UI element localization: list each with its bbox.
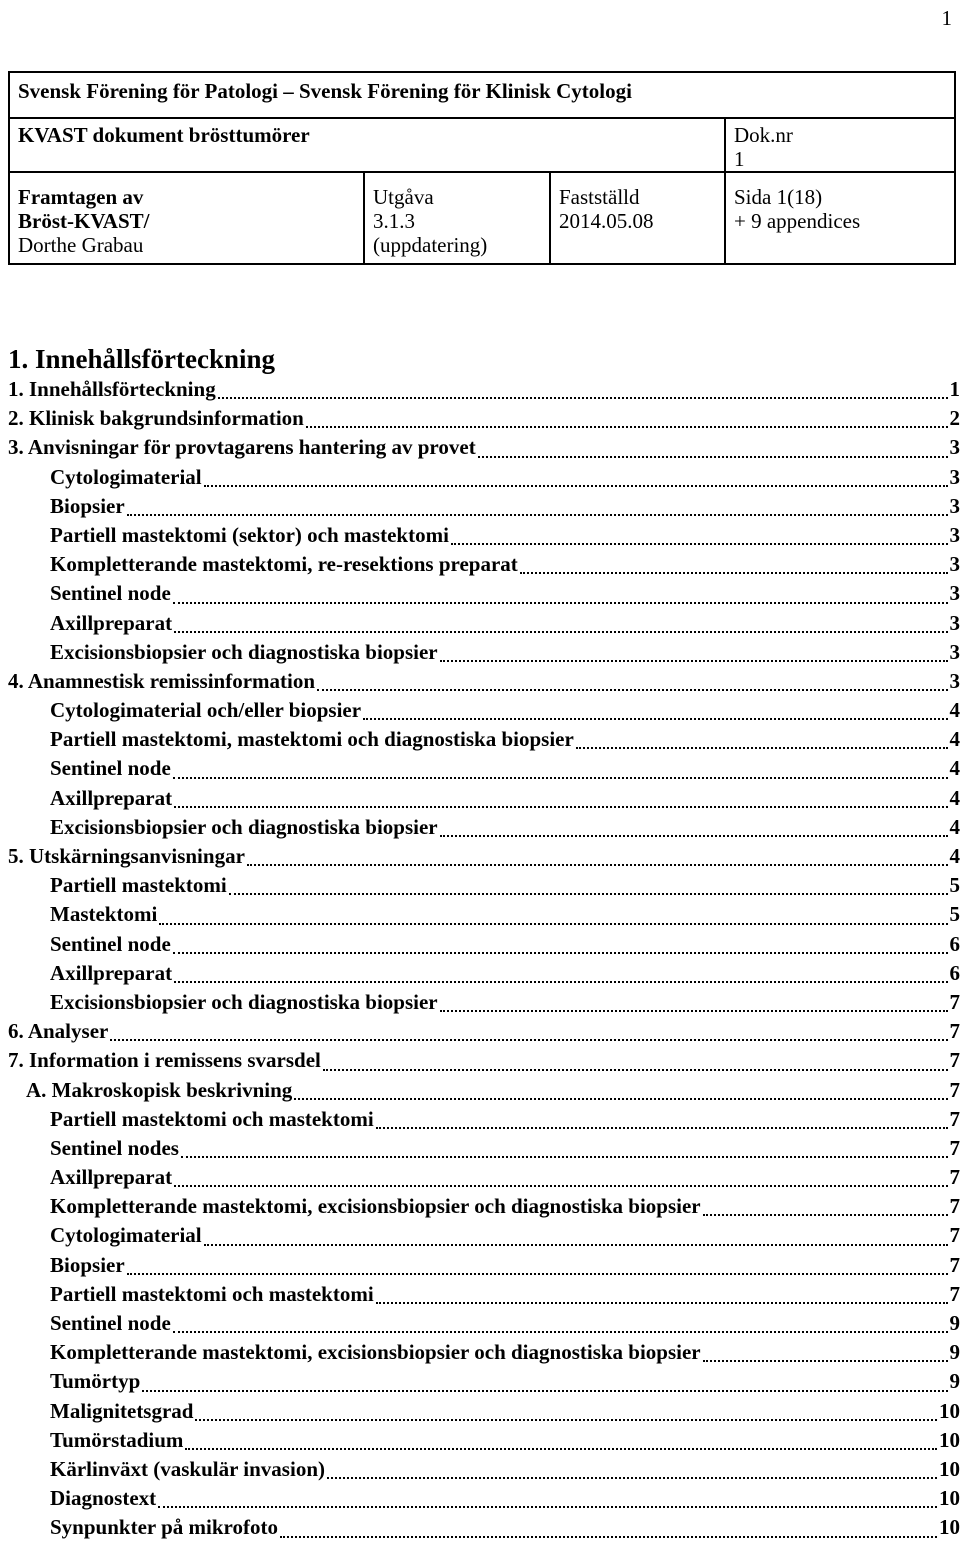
toc-entry[interactable] (8, 1136, 960, 1165)
toc-dot-leader (247, 863, 948, 866)
toc-entry-page: 7 (949, 1165, 960, 1190)
toc-entry-label: Excisionsbiopsier och diagnostiska biopsier (50, 814, 438, 839)
toc-entry-label: 1. Innehållsförteckning (8, 377, 216, 401)
toc-entry[interactable] (8, 873, 960, 902)
toc-entry[interactable] (8, 961, 960, 990)
toc-entry-label: Biopsier (50, 493, 125, 518)
toc-entry-label: Cytologimaterial och/eller biopsier (50, 698, 362, 723)
toc-dot-leader (703, 1213, 948, 1216)
toc-entry-page: 4 (949, 727, 960, 752)
toc-entry[interactable] (8, 1340, 960, 1369)
toc-entry[interactable] (8, 815, 960, 844)
toc-entry-label: Kompletterande mastektomi, re-resektions preparat (50, 552, 518, 577)
toc-entry[interactable] (8, 669, 960, 698)
toc-dot-leader (173, 776, 948, 779)
toc-dot-leader (294, 1097, 947, 1100)
toc-dot-leader (127, 513, 948, 516)
toc-entry-page: 10 (939, 1515, 960, 1540)
toc-entry[interactable] (8, 435, 960, 464)
toc-entry[interactable] (8, 494, 960, 523)
toc-entry[interactable] (8, 1428, 960, 1457)
toc-dot-leader (317, 688, 947, 691)
toc-entry[interactable] (8, 1253, 960, 1282)
toc-entry-label: Partiell mastektomi (50, 873, 227, 898)
toc-dot-leader (451, 542, 948, 545)
toc-entry-page: 3 (949, 435, 960, 460)
toc-entry-page: 3 (949, 668, 960, 693)
toc-entry-label: Diagnostext (50, 1486, 157, 1511)
toc-entry-label: Sentinel nodes (50, 1135, 179, 1160)
edition-value: 3.1.3 (373, 209, 415, 233)
toc-entry-page: 4 (949, 814, 960, 839)
pages-cell (725, 172, 955, 264)
toc-entry[interactable] (8, 844, 960, 873)
toc-entry-page: 7 (949, 1019, 960, 1044)
toc-entry-page: 3 (949, 552, 960, 577)
author-cell (9, 172, 364, 264)
toc-entry[interactable] (8, 1107, 960, 1136)
toc-entry-label: Biopsier (50, 1252, 125, 1277)
author-name: Dorthe Grabau (18, 233, 144, 257)
toc-entry-label: Sentinel node (50, 756, 171, 781)
toc-dot-leader (174, 805, 947, 808)
toc-dot-leader (280, 1535, 937, 1538)
toc-dot-leader (173, 601, 948, 604)
toc-entry[interactable] (8, 1165, 960, 1194)
toc-dot-leader (181, 1155, 948, 1158)
toc-entry-page: 3 (949, 639, 960, 664)
toc-entry[interactable] (8, 1399, 960, 1428)
toc-entry-label: Axillpreparat (50, 785, 173, 810)
approved-date: 2014.05.08 (559, 209, 654, 233)
toc-entry-label: 7. Information i remissens svarsdel (8, 1048, 321, 1073)
toc-entry-page: 4 (949, 756, 960, 781)
toc-entry[interactable] (8, 611, 960, 640)
toc-entry[interactable] (8, 523, 960, 552)
toc-entry[interactable] (8, 756, 960, 785)
appendix-count: + 9 appendices (734, 209, 861, 233)
docnr-label: Dok.nr (734, 123, 793, 147)
toc-dot-leader (174, 1184, 947, 1187)
toc-entry-label: Kompletterande mastektomi, excisionsbiopsier och diagnostiska biopsier (50, 1340, 701, 1365)
toc-entry[interactable] (8, 1223, 960, 1252)
toc-entry-label: 2. Klinisk bakgrundsinformation (8, 406, 304, 431)
toc-entry-page: 6 (949, 960, 960, 985)
toc-entry-page: 10 (939, 1398, 960, 1423)
toc-dot-leader (174, 980, 947, 983)
toc-entry[interactable] (8, 1282, 960, 1311)
toc-entry-page: 3 (949, 581, 960, 606)
toc-entry-page: 7 (949, 1135, 960, 1160)
toc-dot-leader (440, 1009, 948, 1012)
toc-entry-label: Partiell mastektomi (sektor) och mastektomi (50, 522, 449, 547)
toc-entry-label: Excisionsbiopsier och diagnostiska biopsier (50, 989, 438, 1014)
toc-entry[interactable] (8, 932, 960, 961)
edition-label: Utgåva (373, 185, 434, 209)
toc-dot-leader (440, 834, 948, 837)
toc-entry-page: 4 (949, 844, 960, 868)
toc-dot-leader (142, 1389, 947, 1392)
toc-entry-label: Partiell mastektomi, mastektomi och diagnostiska biopsier (50, 727, 574, 752)
edition-note: (uppdatering) (373, 233, 488, 257)
toc-dot-leader (306, 425, 948, 428)
toc-entry-label: 4. Anamnestisk remissinformation (8, 668, 316, 693)
toc-entry[interactable] (8, 465, 960, 494)
toc-entry-page: 5 (949, 873, 960, 898)
toc-entry-page: 7 (949, 1106, 960, 1131)
toc-dot-leader (174, 630, 947, 633)
toc-entry-label: Malignitetsgrad (50, 1398, 194, 1423)
toc-entry-label: 3. Anvisningar för provtagarens hantering av provet (8, 435, 476, 460)
toc-entry-page: 3 (949, 464, 960, 489)
approved-cell (550, 172, 725, 264)
toc-entry-label: Excisionsbiopsier och diagnostiska biopsier (50, 639, 438, 664)
toc-entry-page: 7 (949, 1194, 960, 1219)
toc-entry-label: Kompletterande mastektomi, excisionsbiopsier och diagnostiska biopsier (50, 1194, 701, 1219)
toc-entry[interactable] (8, 1194, 960, 1223)
toc-entry-page: 3 (949, 493, 960, 518)
toc-dot-leader (327, 1476, 937, 1479)
toc-entry-page: 10 (939, 1456, 960, 1481)
table-of-contents (8, 377, 960, 1545)
toc-dot-leader (323, 1068, 948, 1071)
toc-entry-page: 9 (949, 1311, 960, 1335)
toc-entry[interactable] (8, 786, 960, 815)
toc-entry-page: 7 (949, 1223, 960, 1248)
toc-entry-page: 9 (949, 1369, 960, 1394)
edition-cell (364, 172, 550, 264)
toc-entry-label: Axillpreparat (50, 610, 173, 635)
toc-entry-page: 7 (949, 989, 960, 1014)
toc-entry-page: 7 (949, 1077, 960, 1102)
toc-dot-leader (229, 892, 948, 895)
approved-label: Fastställd (559, 185, 640, 209)
organization-title: Svensk Förening för Patologi – Svensk Förening för Klinisk Cytologi (9, 72, 955, 118)
toc-entry-label: Sentinel node (50, 581, 171, 606)
toc-dot-leader (204, 1243, 948, 1246)
document-title: KVAST dokument brösttumörer (9, 118, 725, 172)
toc-entry-page: 4 (949, 785, 960, 810)
page-number: 1 (941, 6, 952, 30)
toc-entry[interactable] (8, 990, 960, 1019)
toc-entry-page: 2 (949, 406, 960, 431)
toc-entry-page: 6 (949, 931, 960, 956)
toc-dot-leader (520, 571, 948, 574)
toc-dot-leader (703, 1359, 948, 1362)
toc-entry[interactable] (8, 902, 960, 931)
toc-entry-label: Mastektomi (50, 902, 158, 927)
toc-entry-page: 7 (949, 1048, 960, 1073)
toc-entry[interactable] (8, 1311, 960, 1340)
toc-entry-label: Cytologimaterial (50, 464, 202, 489)
toc-entry[interactable] (8, 581, 960, 610)
toc-entry-page: 3 (949, 522, 960, 547)
toc-entry[interactable] (8, 698, 960, 727)
toc-entry[interactable] (8, 727, 960, 756)
toc-entry-label: 6. Analyser (8, 1019, 109, 1044)
toc-entry[interactable] (8, 1019, 960, 1048)
toc-dot-leader (376, 1126, 948, 1129)
toc-entry[interactable] (8, 1486, 960, 1515)
toc-dot-leader (127, 1272, 948, 1275)
toc-entry-page: 7 (949, 1252, 960, 1277)
toc-entry[interactable] (8, 1078, 960, 1107)
toc-entry[interactable] (8, 640, 960, 669)
toc-entry-label: Partiell mastektomi och mastektomi (50, 1106, 374, 1131)
toc-entry-page: 10 (939, 1427, 960, 1452)
toc-dot-leader (110, 1038, 947, 1041)
toc-entry-page: 3 (949, 610, 960, 635)
docnr-value: 1 (734, 147, 745, 171)
toc-dot-leader (376, 1301, 948, 1304)
toc-entry-label: Tumörstadium (50, 1427, 184, 1452)
toc-entry-page: 10 (939, 1486, 960, 1511)
toc-entry-label: 5. Utskärningsanvisningar (8, 844, 245, 868)
toc-dot-leader (159, 922, 947, 925)
toc-dot-leader (478, 455, 948, 458)
toc-entry[interactable] (8, 1457, 960, 1486)
toc-entry[interactable] (8, 377, 960, 406)
toc-entry[interactable] (8, 1369, 960, 1398)
toc-entry-label: Partiell mastektomi och mastektomi (50, 1281, 374, 1306)
toc-dot-leader (440, 659, 948, 662)
toc-entry[interactable] (8, 1515, 960, 1544)
toc-entry-label: Axillpreparat (50, 1165, 173, 1190)
toc-entry-page: 9 (949, 1340, 960, 1365)
toc-entry-label: Synpunkter på mikrofoto (50, 1515, 278, 1540)
toc-entry-label: Sentinel node (50, 931, 171, 956)
document-number-cell (725, 118, 955, 172)
toc-heading: 1. Innehållsförteckning (8, 344, 276, 374)
toc-dot-leader (195, 1418, 937, 1421)
toc-dot-leader (173, 951, 948, 954)
toc-dot-leader (204, 484, 948, 487)
toc-entry-label: Tumörtyp (50, 1369, 141, 1394)
author-label: Framtagen av (18, 185, 144, 209)
toc-dot-leader (185, 1447, 937, 1450)
toc-entry-page: 1 (949, 377, 960, 401)
toc-entry-page: 5 (949, 902, 960, 927)
document-header (8, 71, 956, 265)
toc-dot-leader (363, 717, 947, 720)
toc-dot-leader (218, 396, 948, 399)
toc-dot-leader (158, 1505, 937, 1508)
toc-dot-leader (576, 746, 948, 749)
toc-entry-label: Axillpreparat (50, 960, 173, 985)
page-count: Sida 1(18) (734, 185, 823, 209)
toc-entry[interactable] (8, 406, 960, 435)
toc-entry-label: A. Makroskopisk beskrivning (26, 1077, 293, 1102)
toc-entry-label: Sentinel node (50, 1311, 171, 1335)
toc-entry-label: Cytologimaterial (50, 1223, 202, 1248)
toc-entry-label: Kärlinväxt (vaskulär invasion) (50, 1456, 325, 1481)
author-group: Bröst-KVAST/ (18, 209, 150, 233)
toc-dot-leader (173, 1330, 948, 1333)
toc-entry-page: 7 (949, 1281, 960, 1306)
toc-entry-page: 4 (949, 698, 960, 723)
toc-entry[interactable] (8, 1048, 960, 1077)
toc-entry[interactable] (8, 552, 960, 581)
